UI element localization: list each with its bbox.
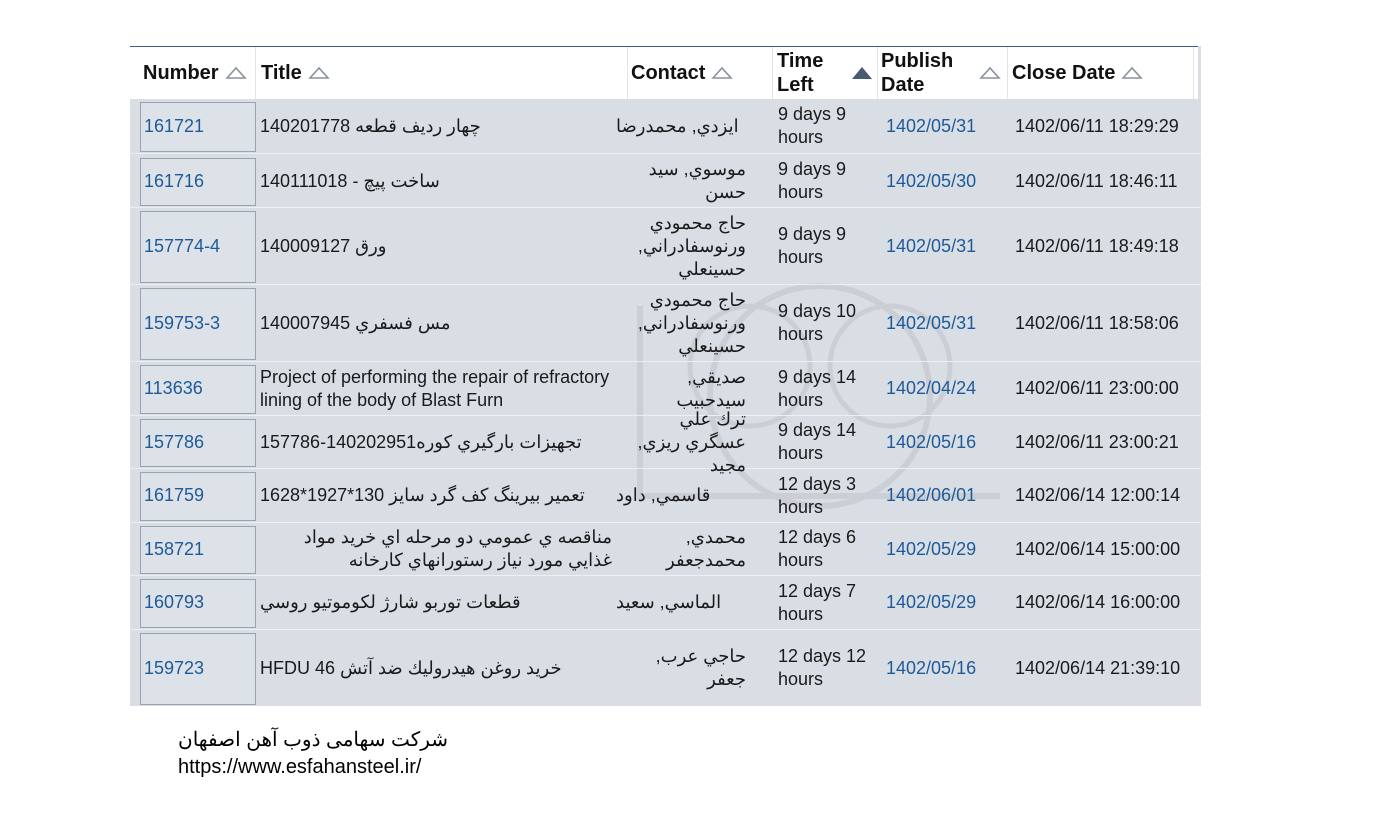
table-row[interactable] <box>130 523 131 524</box>
column-header-title[interactable] <box>256 47 628 99</box>
column-header-publish-date[interactable] <box>878 47 1008 99</box>
number-text[interactable]: 161716 <box>144 170 205 191</box>
cell-close-date <box>1015 285 1199 361</box>
publish-date-text[interactable]: 1402/05/31 <box>886 115 977 136</box>
sort-up-outline-icon[interactable] <box>308 66 330 80</box>
cell-number[interactable] <box>144 99 254 153</box>
close-date-text: 1402/06/14 12:00:14 <box>1015 485 1181 505</box>
sort-up-outline-icon[interactable] <box>979 66 1001 80</box>
time-left-text: 12 days 3 hours <box>778 473 857 517</box>
column-header-label: Number <box>143 62 219 84</box>
table-row[interactable] <box>130 416 131 417</box>
publish-date-text[interactable]: 1402/05/30 <box>886 170 977 191</box>
cell-title <box>260 469 612 522</box>
cell-time-left <box>778 208 878 284</box>
cell-number[interactable] <box>144 469 254 522</box>
time-left-text: 9 days 9 hours <box>778 104 847 147</box>
cell-close-date <box>1015 523 1199 575</box>
cell-publish-date[interactable] <box>886 155 1004 207</box>
number-text[interactable]: 113636 <box>144 378 203 398</box>
table-row[interactable] <box>130 155 131 156</box>
cell-close-date <box>1015 155 1199 207</box>
cell-time-left <box>778 630 878 706</box>
cell-close-date <box>1015 469 1199 522</box>
cell-close-date <box>1015 416 1199 468</box>
table-row[interactable] <box>130 362 131 363</box>
column-header-label: Title <box>261 62 302 84</box>
number-text[interactable]: 157774-4 <box>144 235 221 256</box>
number-text[interactable]: 160793 <box>144 592 205 612</box>
cell-close-date <box>1015 630 1199 706</box>
close-date-text: 1402/06/11 18:46:11 <box>1015 170 1178 191</box>
sort-up-outline-icon[interactable] <box>1121 66 1143 80</box>
table-row[interactable] <box>130 469 131 470</box>
title-text: تجهيزات بارگيري كوره140202951-157786 <box>260 431 582 452</box>
close-date-text: 1402/06/11 23:00:00 <box>1015 378 1179 398</box>
cell-publish-date[interactable] <box>886 362 1004 415</box>
close-date-text: 1402/06/11 18:58:06 <box>1015 312 1179 333</box>
column-header-label: Contact <box>631 62 706 84</box>
time-left-text: 12 days 6 hours <box>778 527 857 570</box>
cell-time-left <box>778 469 878 522</box>
cell-title <box>260 416 612 468</box>
table-row[interactable] <box>130 630 131 631</box>
contact-text: قاسمي, داود <box>616 485 711 505</box>
contact-text: محمدي, محمدجعفر <box>666 527 746 570</box>
time-left-text: 9 days 14 hours <box>778 366 857 410</box>
row-separator <box>130 153 1201 154</box>
cell-contact <box>616 208 746 284</box>
grid-header <box>130 47 1198 99</box>
cell-number[interactable] <box>144 208 254 284</box>
cell-title <box>260 523 612 575</box>
contact-text: صديقي, سيدحبيب <box>676 366 746 410</box>
cell-close-date <box>1015 208 1199 284</box>
cell-contact <box>616 469 746 522</box>
cell-contact <box>616 99 746 153</box>
cell-contact <box>616 155 746 207</box>
close-date-text: 1402/06/14 21:39:10 <box>1015 657 1181 678</box>
title-text: تعمير بيرينگ كف گرد سايز 130*1927*1628 <box>260 485 585 505</box>
number-text[interactable]: 159753-3 <box>144 312 221 333</box>
number-text[interactable]: 161721 <box>144 115 205 136</box>
number-text[interactable]: 159723 <box>144 657 205 678</box>
title-text: قطعات توربو شارژ لكوموتيو روسي <box>260 592 521 612</box>
time-left-text: 12 days 12 hours <box>778 646 867 689</box>
close-date-text: 1402/06/11 18:29:29 <box>1015 115 1179 136</box>
contact-text: الماسي, سعيد <box>616 592 722 612</box>
footer-url[interactable]: https://www.esfahansteel.ir/ <box>178 756 422 778</box>
time-left-text: 9 days 9 hours <box>778 224 847 267</box>
cell-number[interactable] <box>144 362 254 415</box>
close-date-text: 1402/06/14 15:00:00 <box>1015 538 1181 559</box>
publish-date-text[interactable]: 1402/05/29 <box>886 538 977 559</box>
cell-contact <box>616 576 746 629</box>
contact-text: ايزدي, محمدرضا <box>616 115 739 136</box>
close-date-text: 1402/06/14 16:00:00 <box>1015 592 1181 612</box>
publish-date-text[interactable]: 1402/05/31 <box>886 235 977 256</box>
cell-publish-date[interactable] <box>886 576 1004 629</box>
column-header-close-date[interactable] <box>1008 47 1194 99</box>
cell-title <box>260 576 612 629</box>
cell-title <box>260 208 612 284</box>
cell-time-left <box>778 576 878 629</box>
number-text[interactable]: 158721 <box>144 538 205 559</box>
cell-publish-date[interactable] <box>886 630 1004 706</box>
title-text: Project of performing the repair of refractory lining of the body of Blast Furn <box>260 366 610 410</box>
cell-publish-date[interactable] <box>886 523 1004 575</box>
cell-time-left <box>778 285 878 361</box>
table-row[interactable] <box>130 99 131 100</box>
number-text[interactable]: 157786 <box>144 431 205 452</box>
cell-number[interactable] <box>144 155 254 207</box>
cell-publish-date[interactable] <box>886 285 1004 361</box>
table-row[interactable] <box>130 208 131 209</box>
cell-publish-date[interactable] <box>886 99 1004 153</box>
publish-date-text[interactable]: 1402/05/16 <box>886 657 977 678</box>
cell-number[interactable] <box>144 630 254 706</box>
column-header-number[interactable] <box>130 47 256 99</box>
column-header-label: Publish Date <box>881 50 954 96</box>
cell-time-left <box>778 99 878 153</box>
close-date-text: 1402/06/11 18:49:18 <box>1015 235 1179 256</box>
cell-time-left <box>778 155 878 207</box>
publish-date-text[interactable]: 1402/05/16 <box>886 431 977 452</box>
close-date-text: 1402/06/11 23:00:21 <box>1015 431 1179 452</box>
cell-publish-date[interactable] <box>886 208 1004 284</box>
title-text: ساخت پيچ - 140111018 <box>260 170 440 191</box>
publish-date-text[interactable]: 1402/04/24 <box>886 378 977 398</box>
column-header-contact[interactable] <box>628 47 773 99</box>
cell-number[interactable] <box>144 416 254 468</box>
sort-up-filled-icon[interactable] <box>851 66 873 80</box>
cell-number[interactable] <box>144 523 254 575</box>
cell-number[interactable] <box>144 285 254 361</box>
column-header-time-left[interactable] <box>773 47 878 99</box>
cell-number[interactable] <box>144 576 254 629</box>
time-left-text: 9 days 10 hours <box>778 301 857 344</box>
column-header-label: Close Date <box>1012 62 1116 84</box>
footer-company: شرکت سهامی ذوب آهن اصفهان <box>178 729 449 751</box>
contact-text: حاج محمودي ورنوسفادراني, حسينعلي <box>637 289 746 356</box>
cell-time-left <box>778 362 878 415</box>
table-row[interactable] <box>130 576 131 577</box>
cell-contact <box>616 630 746 706</box>
title-text: خريد روغن هيدروليك ضد آتش HFDU 46 <box>260 657 562 678</box>
publish-date-text[interactable]: 1402/06/01 <box>886 485 977 505</box>
cell-contact <box>616 285 746 361</box>
contact-text: موسوي, سيد حسن <box>648 159 746 202</box>
cell-contact <box>616 523 746 575</box>
contact-text: حاج محمودي ورنوسفادراني, حسينعلي <box>637 212 746 279</box>
sort-up-outline-icon[interactable] <box>711 66 733 80</box>
cell-title <box>260 362 612 415</box>
title-text: ورق 140009127 <box>260 235 387 256</box>
cell-publish-date[interactable] <box>886 416 1004 468</box>
time-left-text: 12 days 7 hours <box>778 580 857 624</box>
tenders-grid <box>130 46 1201 706</box>
cell-title <box>260 99 612 153</box>
publish-date-text[interactable]: 1402/05/29 <box>886 592 977 612</box>
cell-time-left <box>778 523 878 575</box>
contact-text: ترك علي عسگري ريزي, مجيد <box>637 408 746 475</box>
column-header-label: Time Left <box>777 50 824 96</box>
contact-text: حاجي عرب, جعفر <box>655 646 746 689</box>
cell-close-date <box>1015 576 1199 629</box>
cell-contact <box>616 408 746 475</box>
title-text: مس فسفري 140007945 <box>260 312 451 333</box>
title-text: مناقصه ي عمومي دو مرحله اي خريد مواد غذايي مورد نياز رستورانهاي كارخانه <box>303 527 612 570</box>
cell-publish-date[interactable] <box>886 469 1004 522</box>
title-text: چهار رديف قطعه 140201778 <box>260 115 481 136</box>
cell-title <box>260 630 612 706</box>
cell-close-date <box>1015 99 1199 153</box>
time-left-text: 9 days 9 hours <box>778 159 847 202</box>
cell-title <box>260 155 612 207</box>
sort-up-outline-icon[interactable] <box>225 66 247 80</box>
cell-time-left <box>778 416 878 468</box>
table-row[interactable] <box>130 285 131 286</box>
publish-date-text[interactable]: 1402/05/31 <box>886 312 977 333</box>
cell-title <box>260 285 612 361</box>
cell-close-date <box>1015 362 1199 415</box>
number-text[interactable]: 161759 <box>144 485 205 505</box>
time-left-text: 9 days 14 hours <box>778 420 857 463</box>
